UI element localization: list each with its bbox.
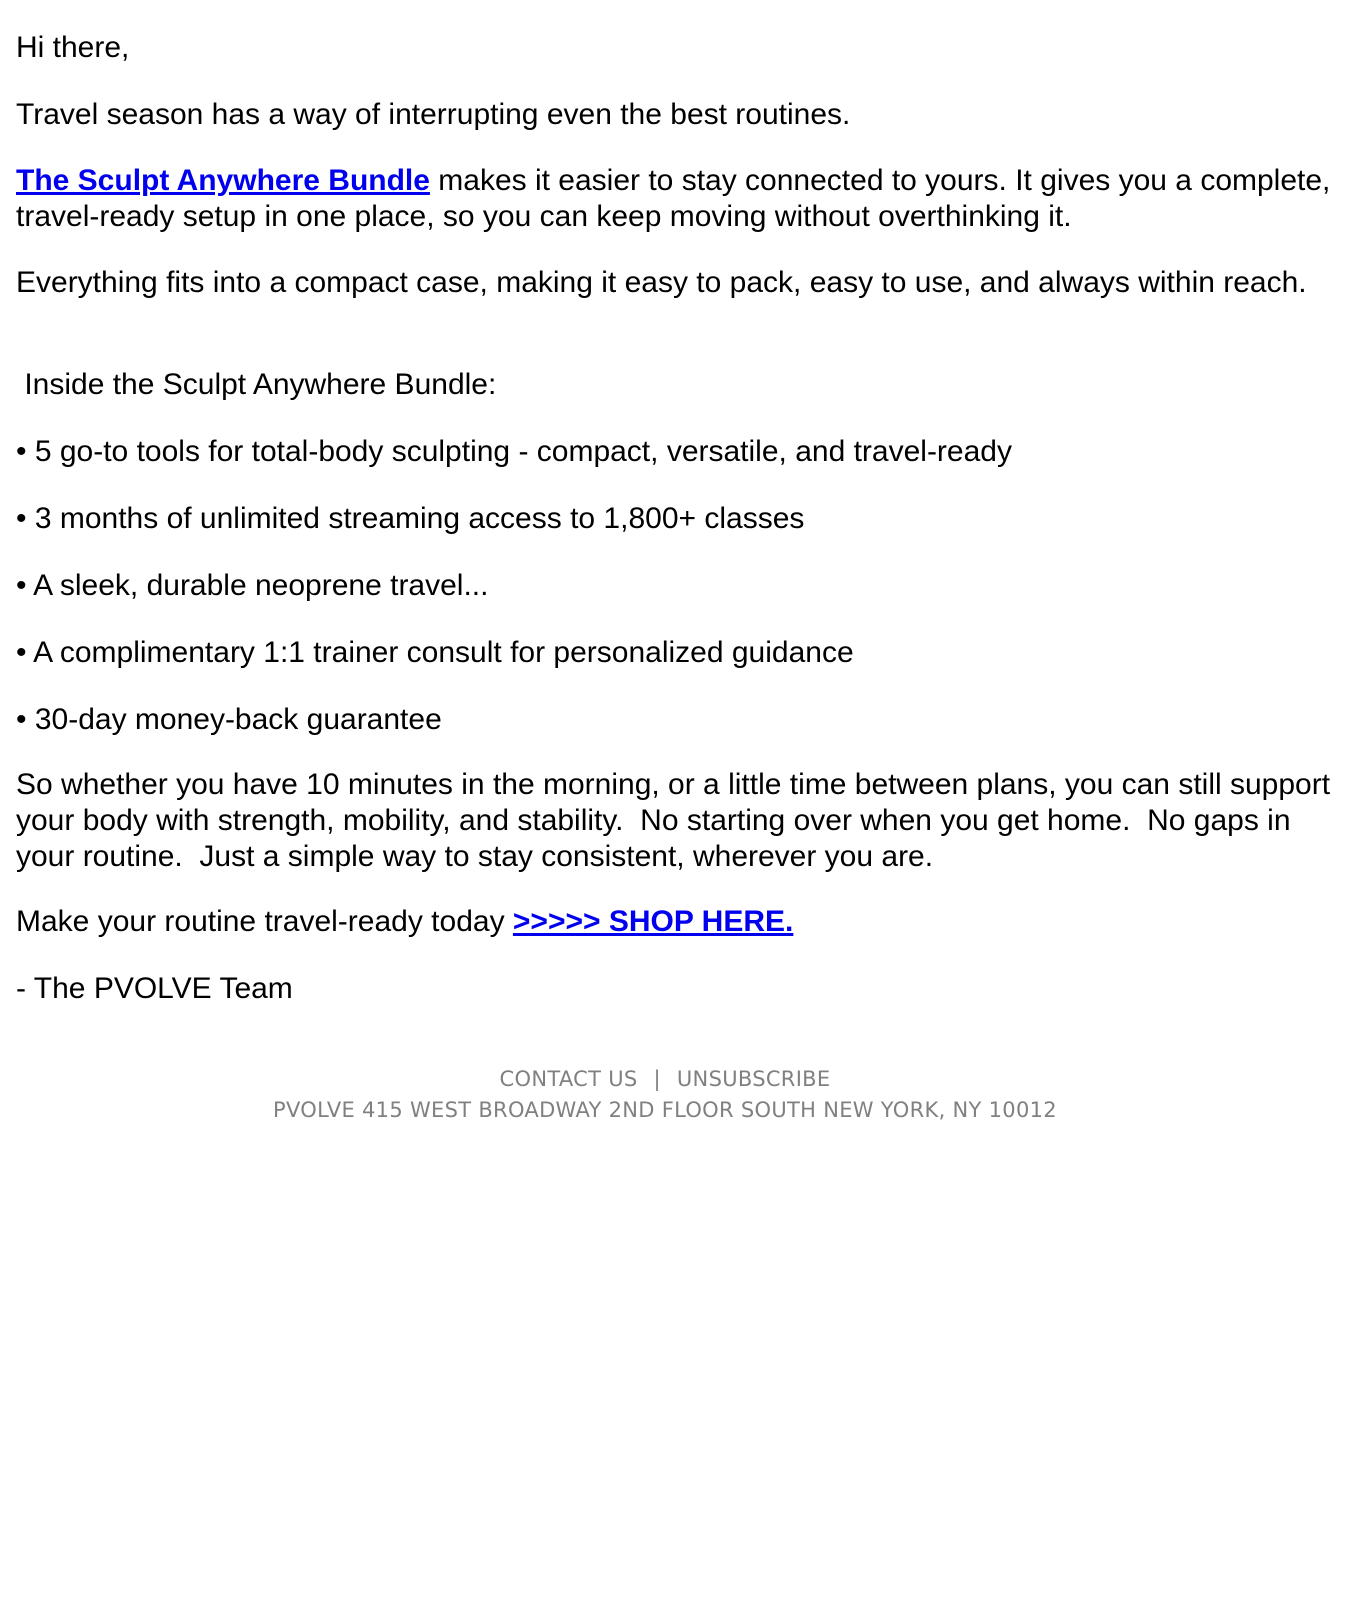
list-item: • A complimentary 1:1 trainer consult for personalized guidance [16, 636, 854, 669]
list-item: • A sleek, durable neoprene travel... [16, 569, 489, 602]
cta-paragraph [16, 904, 1336, 940]
intro-paragraph: Travel season has a way of interrupting even the best routines. [16, 98, 851, 131]
greeting-text: Hi there, [16, 31, 130, 64]
contact-us-link[interactable]: CONTACT US [499, 1067, 638, 1091]
footer-separator: | [653, 1067, 661, 1091]
bundle-paragraph [16, 163, 1336, 235]
footer-links [0, 1064, 1330, 1094]
shop-here-link[interactable]: >>>>> SHOP HERE. [512, 905, 794, 938]
whether-paragraph: So whether you have 10 minutes in the morning, or a little time between plans, you can still support your body with strength, mobility, and stability. No starting over when you get home. No gaps in your routine. Just a simple way to stay consistent, wherever you are. [16, 768, 1339, 873]
cta-text: Make your routine travel-ready today [16, 905, 513, 938]
bundle-paragraph-text: makes it easier to stay connected to yours. It gives you a complete, travel-ready setup in one place, so you can keep moving without overthinking it. [16, 164, 1331, 233]
unsubscribe-link[interactable]: UNSUBSCRIBE [676, 1067, 831, 1091]
list-item: • 30-day money-back guarantee [16, 703, 442, 736]
list-item: • 3 months of unlimited streaming access to 1,800+ classes [16, 502, 805, 535]
footer-address: PVOLVE 415 WEST BROADWAY 2ND FLOOR SOUTH NEW YORK, NY 10012 [273, 1098, 1057, 1122]
list-item: • 5 go-to tools for total-body sculpting - compact, versatile, and travel-ready [16, 435, 1012, 468]
inside-heading: Inside the Sculpt Anywhere Bundle: [16, 368, 497, 401]
signoff-text: - The PVOLVE Team [16, 972, 293, 1005]
sculpt-anywhere-bundle-link[interactable]: The Sculpt Anywhere Bundle [16, 164, 430, 197]
bundle-contents-list [16, 434, 1336, 769]
case-paragraph: Everything fits into a compact case, making it easy to pack, easy to use, and always within reach. [16, 266, 1307, 299]
